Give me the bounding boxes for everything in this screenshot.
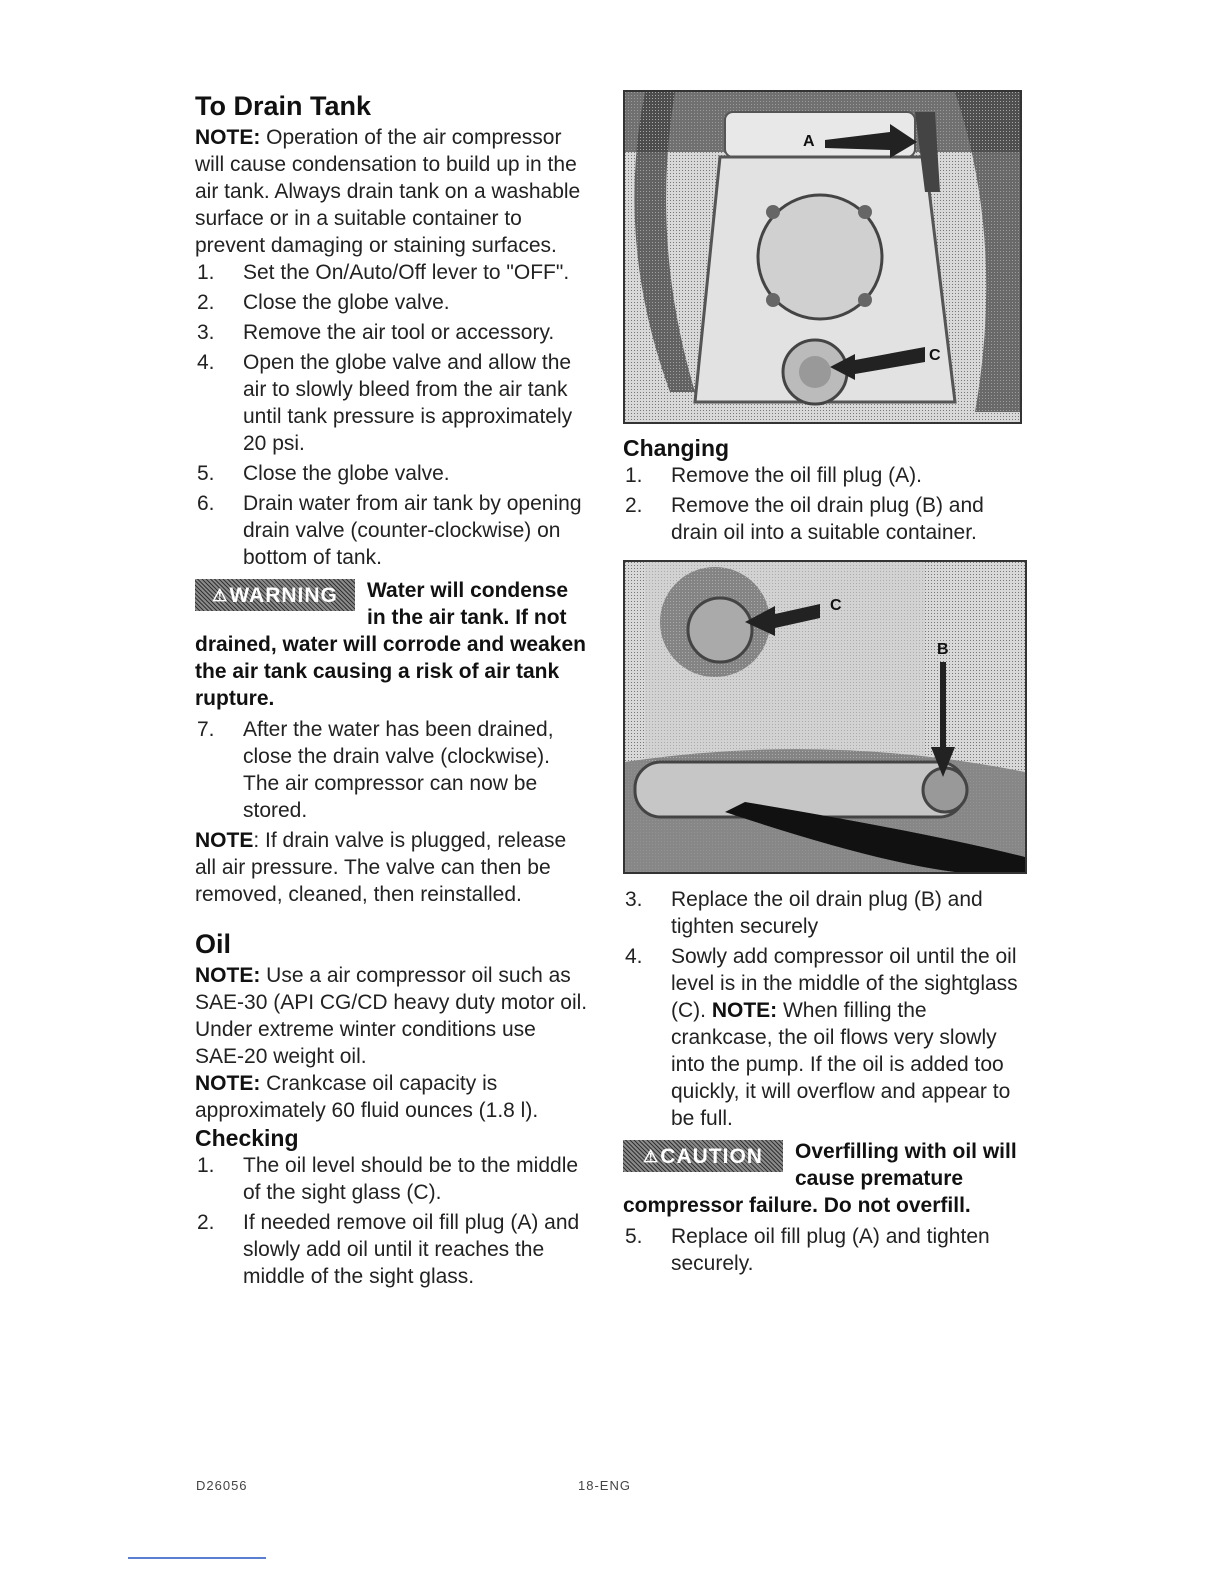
checking-heading: Checking bbox=[195, 1125, 299, 1151]
list-item: 2. Remove the oil drain plug (B) and drain oil into a suitable container. bbox=[625, 494, 984, 544]
changing-steps-cont bbox=[623, 886, 1028, 1132]
note-text: Operation of the air compressor will cause condensation to build up in the air tank. Always drain tank on a washable surface or in a suitable container to prevent damaging or staining surfaces. bbox=[195, 126, 581, 257]
warning-badge: ⚠ WARNING bbox=[195, 579, 355, 611]
footer-rule bbox=[128, 1557, 266, 1559]
list-item: 1. Set the On/Auto/Off lever to "OFF". bbox=[197, 261, 570, 284]
list-item: 6. Drain water from air tank by opening drain valve (counter-clockwise) on bottom of tank. bbox=[197, 492, 582, 569]
list-item: 7. After the water has been drained, close the drain valve (clockwise). The air compressor can now be stored. bbox=[197, 718, 554, 822]
pump-photo-top bbox=[623, 90, 1022, 424]
drain-steps-cont bbox=[195, 716, 590, 824]
label-a: A bbox=[803, 133, 815, 150]
oil-note: NOTE: Use a air compressor oil such as SAE-30 (API CG/CD heavy duty motor oil. Under extreme winter conditions use SAE-20 weight oil. bbox=[195, 964, 588, 1068]
drain-note bbox=[195, 124, 590, 259]
list-item: 4. Sowly add compressor oil until the oil level is in the middle of the sightglass (C). NOTE: When filling the crankcase, the oil flows very slowly into the pump. If the oil is added too quickly, it will overflow and appear to be full. bbox=[625, 945, 1018, 1130]
drain-note-2: NOTE: If drain valve is plugged, release all air pressure. The valve can then be removed, cleaned, then reinstalled. bbox=[195, 829, 567, 906]
warning-triangle-icon: ⚠ bbox=[212, 585, 229, 605]
list-item: 2. Close the globe valve. bbox=[197, 291, 450, 314]
list-item: 1. Remove the oil fill plug (A). bbox=[625, 464, 922, 487]
drain-plug-illustration bbox=[625, 562, 1025, 872]
left-column bbox=[195, 90, 590, 1293]
pump-top-illustration bbox=[625, 92, 1020, 422]
list-item: 3. Remove the air tool or accessory. bbox=[197, 321, 555, 344]
pump-photo-bottom bbox=[623, 560, 1027, 874]
caution-triangle-icon: ⚠ bbox=[643, 1146, 660, 1166]
label-c: C bbox=[929, 347, 941, 364]
checking-steps bbox=[195, 1152, 590, 1290]
list-item: 4. Open the globe valve and allow the air to slowly bleed from the air tank until tank pressure is approximately 20 psi. bbox=[197, 351, 573, 455]
caution-badge: ⚠ CAUTION bbox=[623, 1140, 783, 1172]
changing-steps-final bbox=[623, 1223, 1028, 1277]
note-label: NOTE: bbox=[195, 126, 261, 149]
caution-block bbox=[623, 1138, 1028, 1219]
label-c-2: C bbox=[830, 597, 842, 614]
list-item: 1. The oil level should be to the middle of the sight glass (C). bbox=[197, 1154, 579, 1204]
warning-text: Water will condense in the air tank. If not drained, water will corrode and weaken the air tank causing a risk of air tank rupture. bbox=[195, 579, 586, 710]
list-item: 3. Replace the oil drain plug (B) and tighten securely bbox=[625, 888, 983, 938]
list-item: 2. If needed remove oil fill plug (A) and slowly add oil until it reaches the middle of the sight glass. bbox=[197, 1211, 580, 1288]
drain-tank-heading: To Drain Tank bbox=[195, 91, 372, 121]
drain-steps bbox=[195, 259, 590, 571]
label-b: B bbox=[937, 641, 949, 658]
warning-block bbox=[195, 577, 590, 712]
doc-code: D26056 bbox=[196, 1478, 248, 1493]
changing-heading: Changing bbox=[623, 435, 730, 461]
changing-steps bbox=[623, 462, 1028, 546]
right-column bbox=[623, 90, 1028, 1280]
oil-note-2: NOTE: Crankcase oil capacity is approximately 60 fluid ounces (1.8 l). bbox=[195, 1072, 539, 1122]
page-number: 18-ENG bbox=[578, 1478, 631, 1493]
caution-text: Overfilling with oil will cause premature compressor failure. Do not overfill. bbox=[623, 1140, 1017, 1217]
oil-heading: Oil bbox=[195, 929, 232, 959]
list-item: 5. Replace oil fill plug (A) and tighten securely. bbox=[625, 1225, 990, 1275]
list-item: 5. Close the globe valve. bbox=[197, 462, 450, 485]
